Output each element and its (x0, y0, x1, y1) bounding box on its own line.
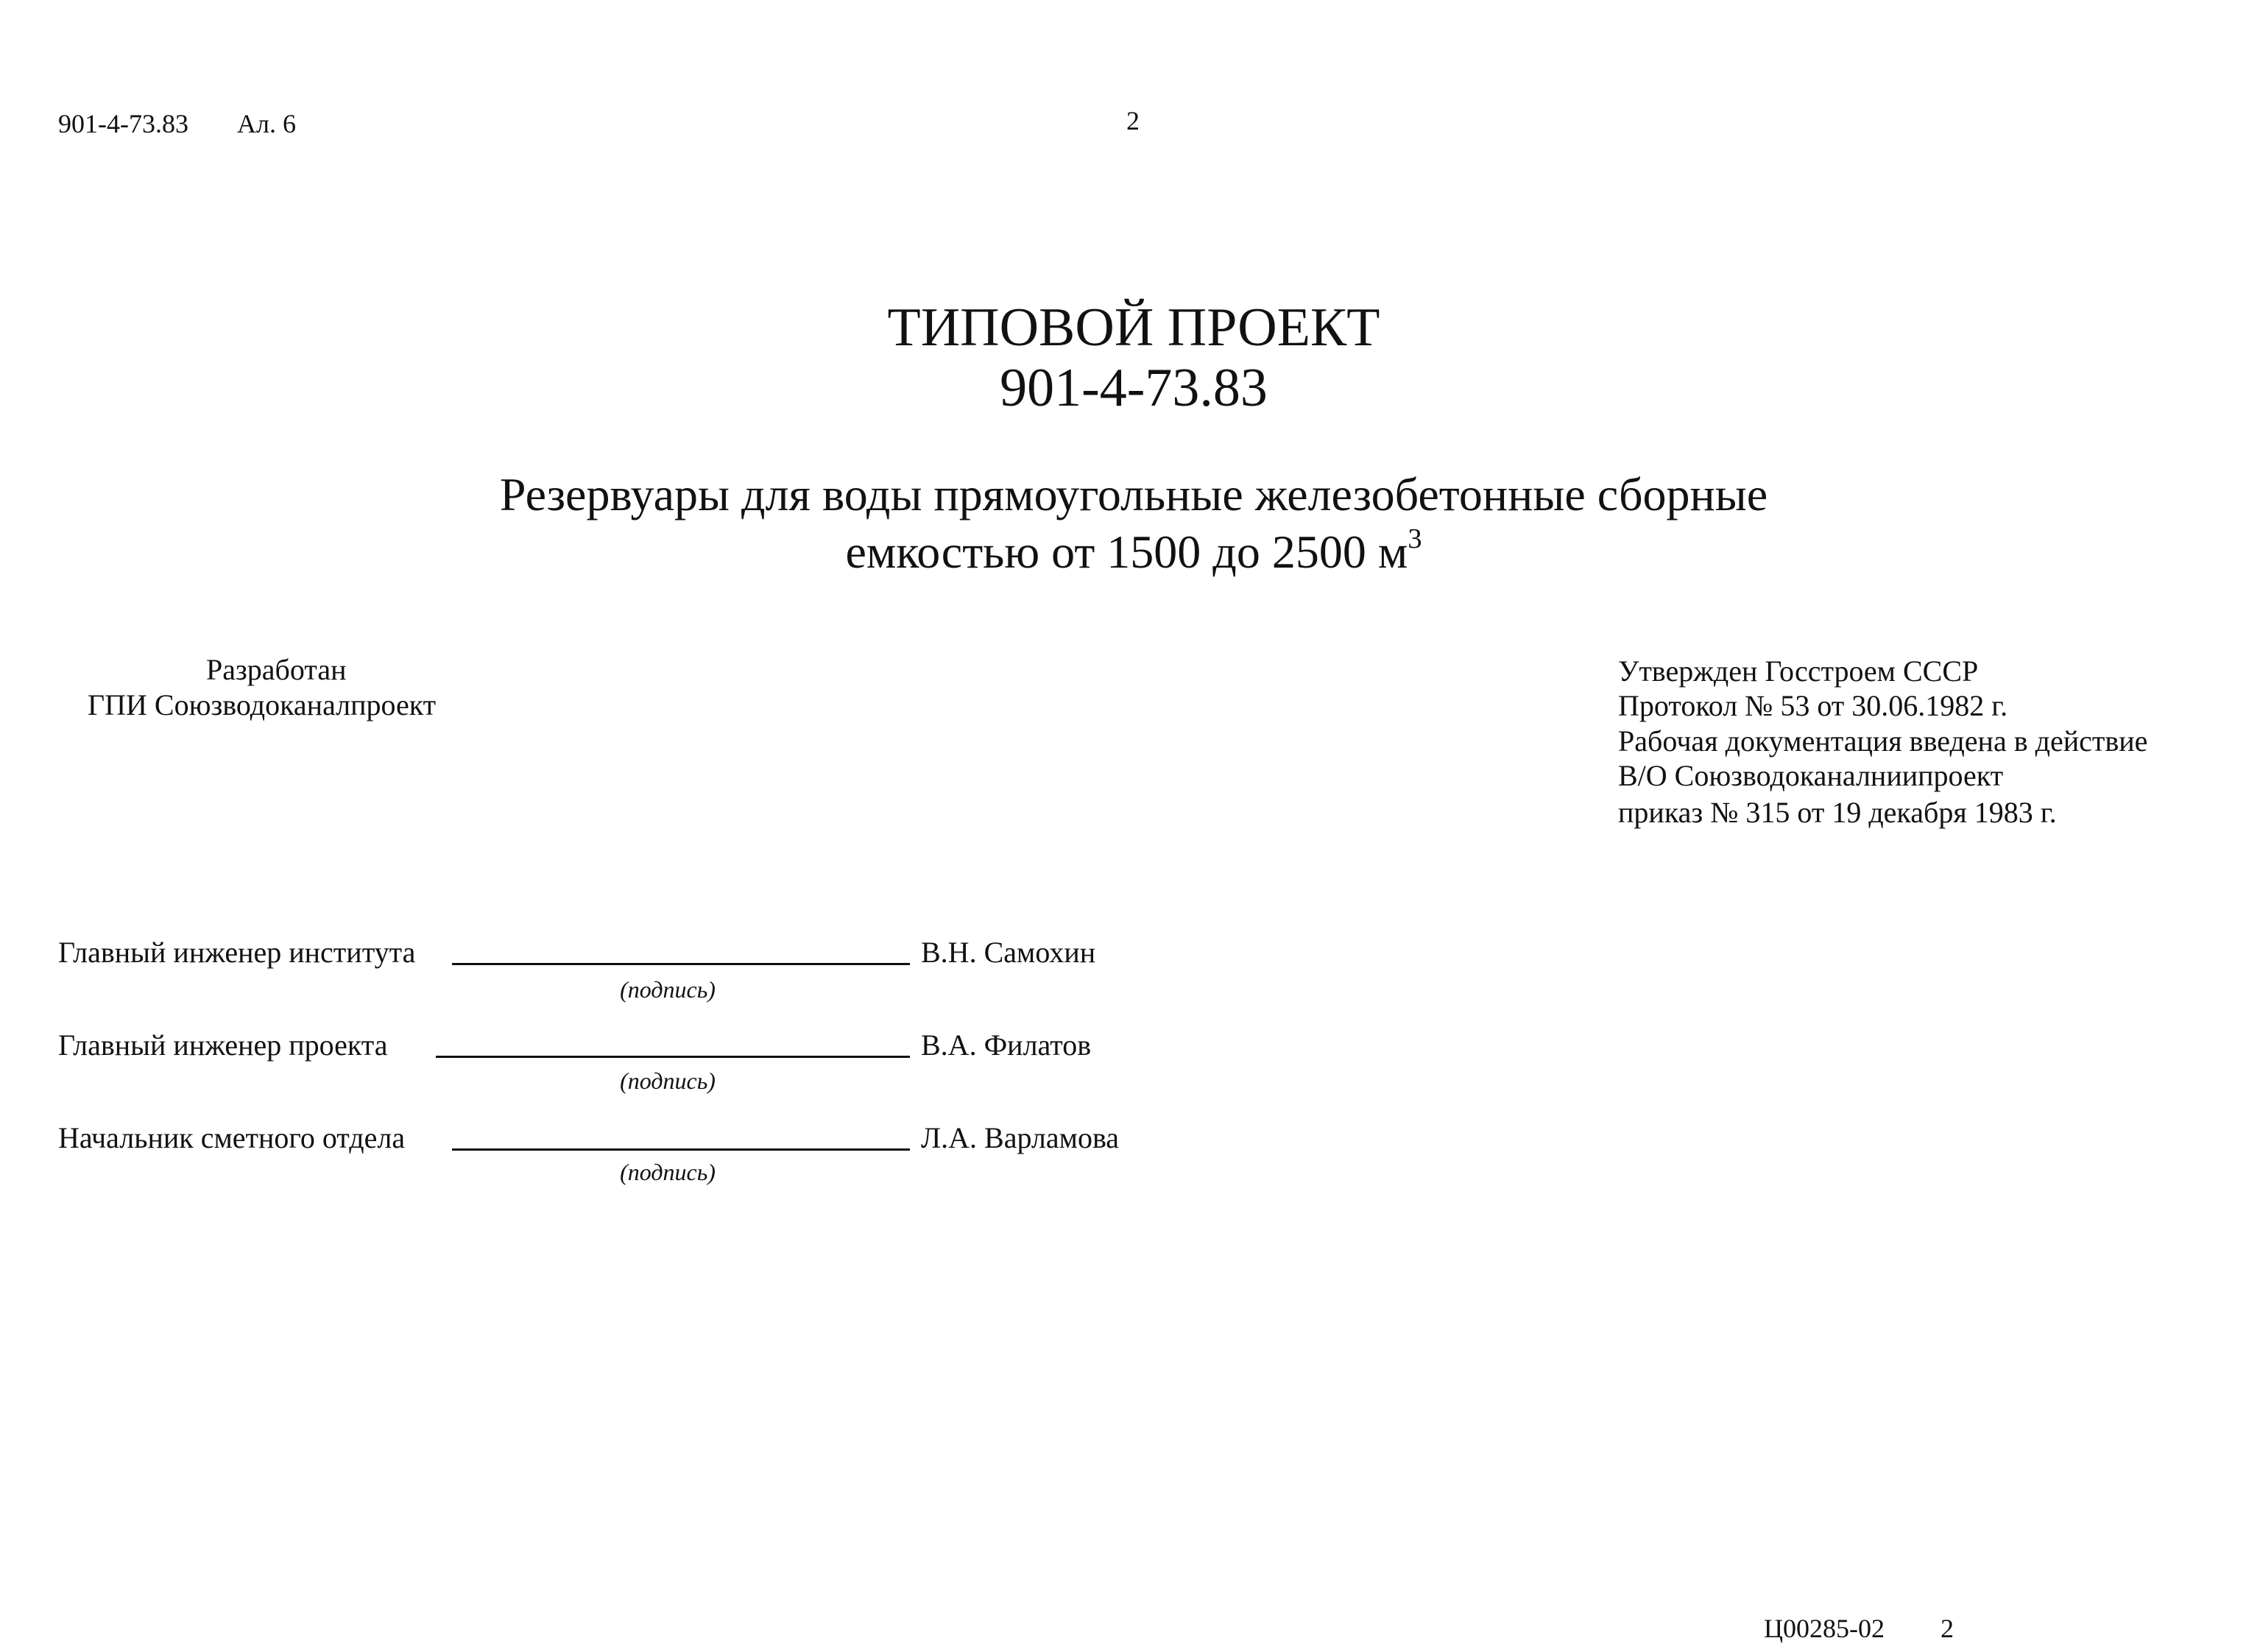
subtitle-text: емкостью от 1500 до 2500 м (845, 526, 1408, 578)
developer-label: Разработан (206, 653, 347, 686)
title-line-1: ТИПОВОЙ ПРОЕКТ (887, 297, 1380, 358)
developer-org: ГПИ Союзводоканалпроект (88, 688, 437, 721)
signature-caption: (подпись) (620, 976, 716, 1003)
approval-line: Утвержден Госстроем СССР (1618, 654, 1979, 688)
signature-name: Л.А. Варламова (921, 1121, 1120, 1154)
album-number: Ал. 6 (237, 109, 296, 138)
signature-role: Начальник сметного отдела (58, 1121, 406, 1154)
page-number: 2 (1126, 106, 1140, 135)
signature-caption: (подпись) (620, 1067, 716, 1094)
signature-name: В.Н. Самохин (921, 936, 1096, 969)
footer-page: 2 (1941, 1614, 1954, 1643)
approval-line: Протокол № 53 от 30.06.1982 г. (1618, 689, 2008, 722)
signature-line (436, 1056, 910, 1058)
subtitle-line-1: Резервуары для воды прямоугольные железобетонные сборные (499, 468, 1768, 520)
subtitle-line-2 (0, 523, 2260, 578)
signature-line (452, 963, 910, 965)
superscript: 3 (1408, 523, 1422, 555)
doc-code: 901-4-73.83 (58, 109, 188, 138)
footer-code: Ц00285-02 (1764, 1614, 1885, 1643)
title-line-2: 901-4-73.83 (1000, 358, 1268, 418)
approval-line: Рабочая документация введена в действие (1618, 724, 2148, 758)
approval-line: приказ № 315 от 19 декабря 1983 г. (1618, 796, 2057, 829)
signature-name: В.А. Филатов (921, 1028, 1092, 1062)
signature-line (452, 1148, 910, 1151)
approval-line: В/О Союзводоканалниипроект (1618, 759, 2004, 792)
signature-role: Главный инженер проекта (58, 1028, 388, 1062)
signature-caption: (подпись) (620, 1159, 716, 1185)
signature-role: Главный инженер института (58, 936, 416, 969)
